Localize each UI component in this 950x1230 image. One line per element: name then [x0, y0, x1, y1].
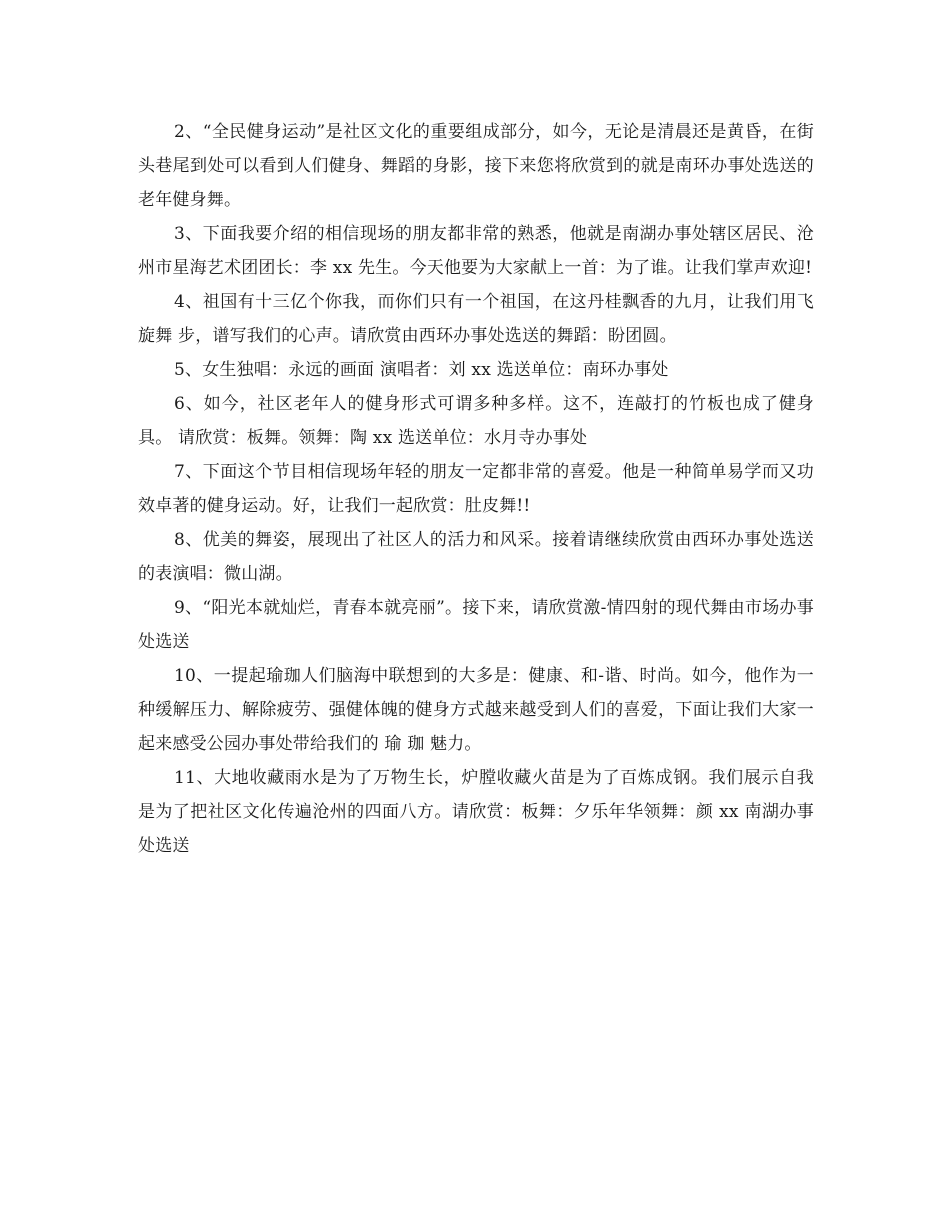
paragraph-item-4: 4、祖国有十三亿个你我，而你们只有一个祖国，在这丹桂飘香的九月，让我们用飞旋舞 步，谱写我们的心声。请欣赏由西环办事处选送的舞蹈：盼团圆。: [138, 292, 814, 346]
paragraph-item-3: 3、下面我要介绍的相信现场的朋友都非常的熟悉，他就是南湖办事处辖区居民、沧州市星海艺术团团长：李 xx 先生。今天他要为大家献上一首：为了谁。让我们掌声欢迎!: [138, 224, 814, 278]
paragraph-item-7: 7、下面这个节目相信现场年轻的朋友一定都非常的喜爱。他是一种简单易学而又功效卓著的健身运动。好，让我们一起欣赏：肚皮舞!!: [138, 462, 814, 516]
document-body: [138, 115, 814, 863]
paragraph-item-9: 9、“阳光本就灿烂，青春本就亮丽”。接下来，请欣赏激-情四射的现代舞由市场办事处选送: [138, 598, 814, 652]
paragraph-item-10: 10、一提起瑜珈人们脑海中联想到的大多是：健康、和-谐、时尚。如今，他作为一种缓解压力、解除疲劳、强健体魄的健身方式越来越受到人们的喜爱，下面让我们大家一起来感受公园办事处带给我们的 瑜 珈 魅力。: [138, 666, 814, 754]
paragraph-item-8: 8、优美的舞姿，展现出了社区人的活力和风采。接着请继续欣赏由西环办事处选送的表演唱：微山湖。: [138, 530, 814, 584]
paragraph-item-2: 2、“全民健身运动”是社区文化的重要组成部分，如今，无论是清晨还是黄昏，在街头巷尾到处可以看到人们健身、舞蹈的身影，接下来您将欣赏到的就是南环办事处选送的老年健身舞。: [138, 122, 814, 210]
paragraph-item-11: 11、大地收藏雨水是为了万物生长，炉膛收藏火苗是为了百炼成钢。我们展示自我是为了把社区文化传遍沧州的四面八方。请欣赏：板舞：夕乐年华领舞：颜 xx 南湖办事处选送: [138, 768, 814, 856]
paragraph-item-5: 5、女生独唱：永远的画面 演唱者：刘 xx 选送单位：南环办事处: [174, 360, 669, 380]
paragraph-item-6: 6、如今，社区老年人的健身形式可谓多种多样。这不，连敲打的竹板也成了健身具。 请欣赏：板舞。领舞：陶 xx 选送单位：水月寺办事处: [138, 394, 814, 448]
